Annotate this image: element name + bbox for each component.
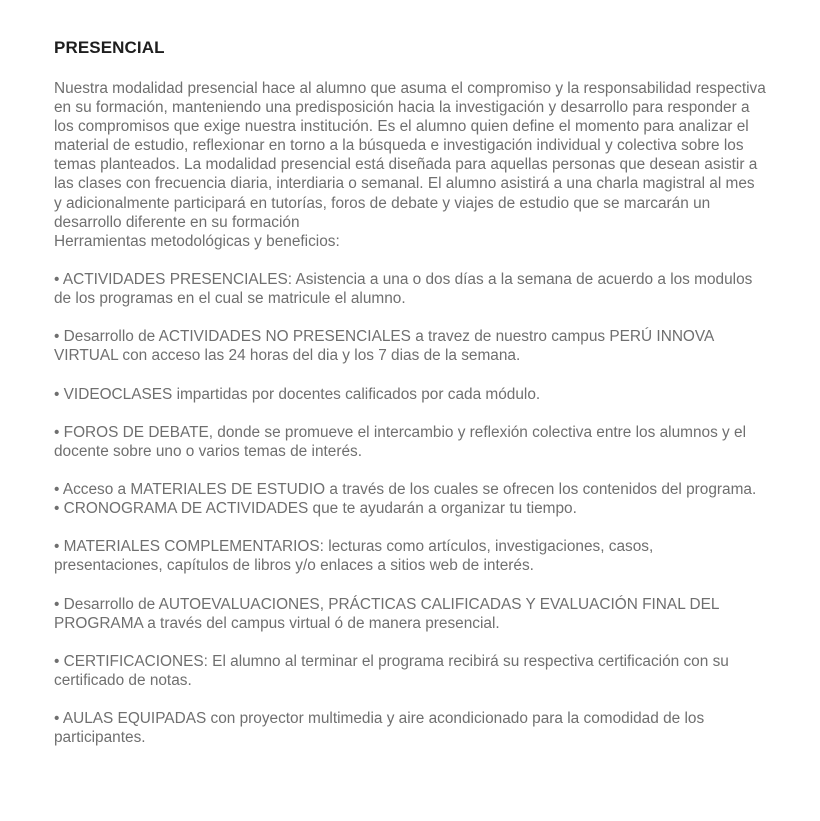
tools-heading: Herramientas metodológicas y beneficios: — [54, 232, 340, 250]
list-item: • CERTIFICACIONES: El alumno al terminar el programa recibirá su respectiva certificación con su certificado de notas. — [54, 652, 729, 689]
list-item: • Acceso a MATERIALES DE ESTUDIO a través de los cuales se ofrecen los contenidos del programa. — [54, 480, 757, 498]
list-item: • ACTIVIDADES PRESENCIALES: Asistencia a una o dos días a la semana de acuerdo a los modulos de los programas en el cual se matricule el alumno. — [54, 270, 753, 308]
spacer — [54, 365, 766, 384]
list-item: • CRONOGRAMA DE ACTIVIDADES que te ayudarán a organizar tu tiempo. — [54, 500, 577, 518]
spacer — [54, 633, 766, 652]
list-item: • Desarrollo de ACTIVIDADES NO PRESENCIALES a travez de nuestro campus PERÚ INNOVA VIRTUAL con acceso las 24 horas del dia y los 7 dias de la semana. — [54, 328, 714, 365]
spacer — [54, 251, 766, 270]
list-item: • FOROS DE DEBATE, donde se promueve el intercambio y reflexión colectiva entre los alumnos y el docente sobre uno o varios temas de interés. — [54, 423, 746, 460]
spacer — [54, 575, 766, 594]
spacer — [54, 461, 766, 480]
page-title: PRESENCIAL — [54, 38, 165, 57]
spacer — [54, 308, 766, 327]
spacer — [54, 404, 766, 423]
list-item: • Desarrollo de AUTOEVALUACIONES, PRÁCTICAS CALIFICADAS Y EVALUACIÓN FINAL DEL PROGRAMA a través del campus virtual ó de manera presencial. — [54, 595, 719, 632]
intro-paragraph: Nuestra modalidad presencial hace al alumno que asuma el compromiso y la responsabilidad respectiva en su formación, manteniendo una predisposición hacia la investigación y desarrollo para responder a los compromisos que exige nuestra institución. Es el alumno quien define el momento para analizar el material de estudio, reflexionar en torno a la búsqueda e investigación individual y colectiva sobre los temas planteados. La modalidad presencial está diseñada para aquellas personas que desean asistir a las clases con frecuencia diaria, interdiaria o semanal. El alumno asistirá a una charla magistral al mes y adicionalmente participará en tutorías, foros de debate y viajes de estudio que se marcarán un desarrollo diferente en su formación — [54, 80, 766, 231]
list-item: • AULAS EQUIPADAS con proyector multimedia y aire acondicionado para la comodidad de los participantes. — [54, 710, 705, 747]
spacer — [54, 690, 766, 709]
list-item: • MATERIALES COMPLEMENTARIOS: lecturas como artículos, investigaciones, casos, presentaciones, capítulos de libros y/o enlaces a sitios web de interés. — [54, 538, 654, 575]
list-item: • VIDEOCLASES impartidas por docentes calificados por cada módulo. — [54, 385, 541, 403]
spacer — [54, 518, 766, 537]
document-body — [54, 79, 766, 747]
